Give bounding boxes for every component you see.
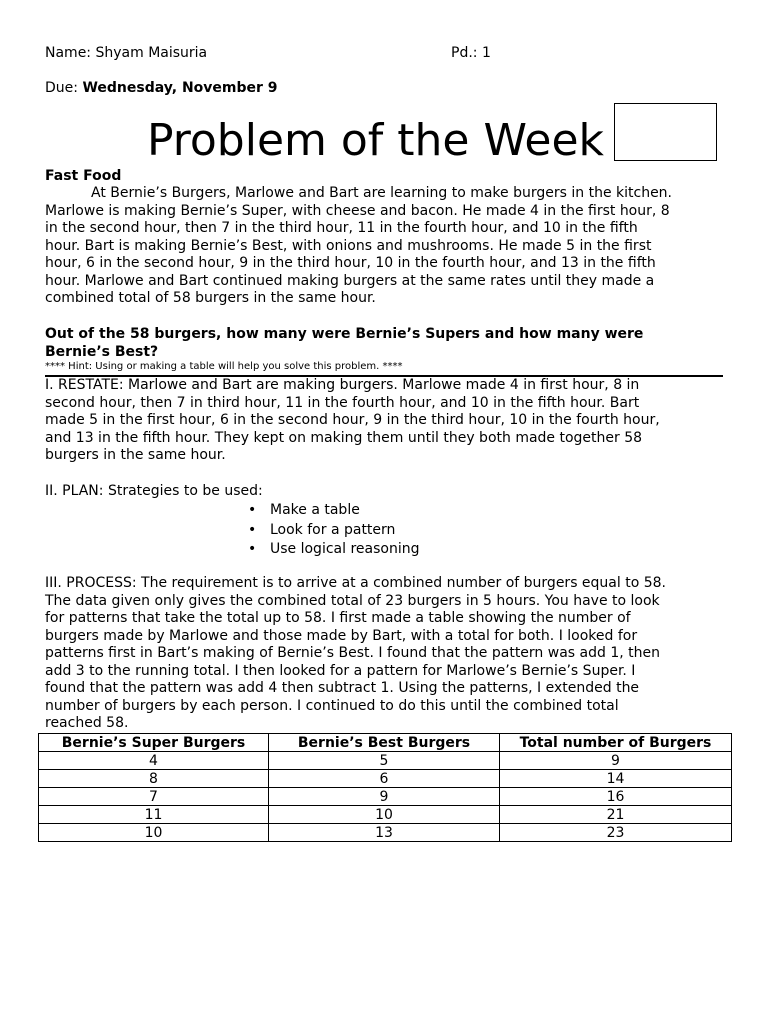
table-cell: 9 bbox=[269, 788, 500, 806]
process-line: found that the pattern was add 4 then subtract 1. Using the patterns, I extended the bbox=[45, 680, 640, 696]
process-line: burgers made by Marlowe and those made by Bart, with a total for both. I looked for bbox=[45, 627, 638, 644]
table-cell: 4 bbox=[39, 752, 269, 770]
table-row bbox=[39, 788, 732, 806]
story-line: combined total of 58 burgers in the same hour. bbox=[45, 290, 376, 306]
student-name: Shyam Maisuria bbox=[95, 45, 208, 61]
table-cell: 7 bbox=[39, 788, 269, 806]
table-row bbox=[39, 806, 732, 824]
process-line: The data given only gives the combined total of 23 burgers in 5 hours. You have to look bbox=[45, 592, 660, 609]
process-section bbox=[45, 575, 735, 733]
problem-story bbox=[45, 185, 735, 308]
bullet-icon: • bbox=[248, 541, 257, 557]
process-line: number of burgers by each person. I continued to do this until the combined total bbox=[45, 697, 619, 714]
table-cell: 10 bbox=[269, 806, 500, 824]
restate-line: second hour, then 7 in third hour, 11 in the fourth hour, and 10 in the fifth hour. Bart bbox=[45, 394, 640, 411]
table-cell: 13 bbox=[269, 824, 500, 842]
column-header: Bernie’s Best Burgers bbox=[269, 734, 500, 752]
table-cell: 23 bbox=[500, 824, 732, 842]
column-header: Total number of Burgers bbox=[500, 734, 732, 752]
period-label: Pd.: bbox=[451, 45, 478, 61]
due-date: Wednesday, November 9 bbox=[82, 80, 278, 96]
strategy-text: Make a table bbox=[270, 502, 360, 518]
column-header: Bernie’s Super Burgers bbox=[39, 734, 269, 752]
hint-text: **** Hint: Using or making a table will help you solve this problem. **** bbox=[45, 361, 403, 372]
table-cell: 8 bbox=[39, 770, 269, 788]
bullet-icon: • bbox=[248, 521, 257, 538]
due-label: Due: bbox=[45, 80, 78, 96]
list-item bbox=[248, 501, 419, 521]
problem-question bbox=[45, 326, 735, 361]
strategy-text: Use logical reasoning bbox=[270, 541, 420, 557]
story-line: hour. Bart is making Bernie’s Best, with onions and mushrooms. He made 5 in the first bbox=[45, 237, 652, 254]
name-label: Name: bbox=[45, 45, 92, 61]
plan-label: II. PLAN: Strategies to be used: bbox=[45, 483, 263, 499]
period-line bbox=[451, 45, 491, 63]
problem-heading: Fast Food bbox=[45, 168, 122, 184]
strategy-list bbox=[248, 501, 419, 560]
restate-line: and 13 in the fifth hour. They kept on making them until they both made together 58 bbox=[45, 429, 643, 446]
restate-section bbox=[45, 377, 735, 465]
story-line: hour. Marlowe and Bart continued making burgers at the same rates until they made a bbox=[45, 272, 655, 289]
table-header-row bbox=[39, 734, 732, 752]
table-cell: 21 bbox=[500, 806, 732, 824]
list-item bbox=[248, 521, 419, 541]
restate-line: I. RESTATE: Marlowe and Bart are making burgers. Marlowe made 4 in first hour, 8 in bbox=[45, 377, 640, 393]
page-title: Problem of the Week bbox=[147, 115, 605, 166]
process-line: add 3 to the running total. I then looked for a pattern for Marlowe’s Bernie’s Super. I bbox=[45, 662, 636, 679]
story-line: in the second hour, then 7 in the third hour, 11 in the fourth hour, and 10 in the fifth bbox=[45, 220, 638, 236]
story-line: hour, 6 in the second hour, 9 in the third hour, 10 in the fourth hour, and 13 in the fifth bbox=[45, 255, 656, 271]
table-cell: 10 bbox=[39, 824, 269, 842]
table-cell: 11 bbox=[39, 806, 269, 824]
table-cell: 9 bbox=[500, 752, 732, 770]
burger-table bbox=[38, 733, 732, 842]
student-name-line bbox=[45, 45, 207, 63]
title-box bbox=[614, 103, 717, 161]
question-line: Bernie’s Best? bbox=[45, 343, 159, 360]
bullet-icon: • bbox=[248, 502, 257, 518]
list-item bbox=[248, 540, 419, 560]
table-row bbox=[39, 752, 732, 770]
story-line: Marlowe is making Bernie’s Super, with cheese and bacon. He made 4 in the first hour, 8 bbox=[45, 202, 670, 219]
due-date-line bbox=[45, 80, 278, 98]
process-line: reached 58. bbox=[45, 715, 129, 731]
table-cell: 5 bbox=[269, 752, 500, 770]
story-line: At Bernie’s Burgers, Marlowe and Bart are learning to make burgers in the kitchen. bbox=[91, 185, 673, 201]
strategy-text: Look for a pattern bbox=[270, 521, 396, 538]
table-cell: 6 bbox=[269, 770, 500, 788]
table-row bbox=[39, 824, 732, 842]
restate-line: burgers in the same hour. bbox=[45, 447, 226, 463]
period-value: 1 bbox=[481, 45, 491, 61]
question-line: Out of the 58 burgers, how many were Bernie’s Supers and how many were bbox=[45, 326, 644, 342]
table-cell: 16 bbox=[500, 788, 732, 806]
restate-line: made 5 in the first hour, 6 in the second hour, 9 in the third hour, 10 in the fourth hour, bbox=[45, 412, 660, 428]
table-cell: 14 bbox=[500, 770, 732, 788]
table-row bbox=[39, 770, 732, 788]
process-line: III. PROCESS: The requirement is to arrive at a combined number of burgers equal to 58. bbox=[45, 575, 666, 591]
process-line: patterns first in Bart’s making of Bernie’s Best. I found that the pattern was add 1, then bbox=[45, 645, 660, 661]
process-line: for patterns that take the total up to 58. I first made a table showing the number of bbox=[45, 610, 631, 626]
